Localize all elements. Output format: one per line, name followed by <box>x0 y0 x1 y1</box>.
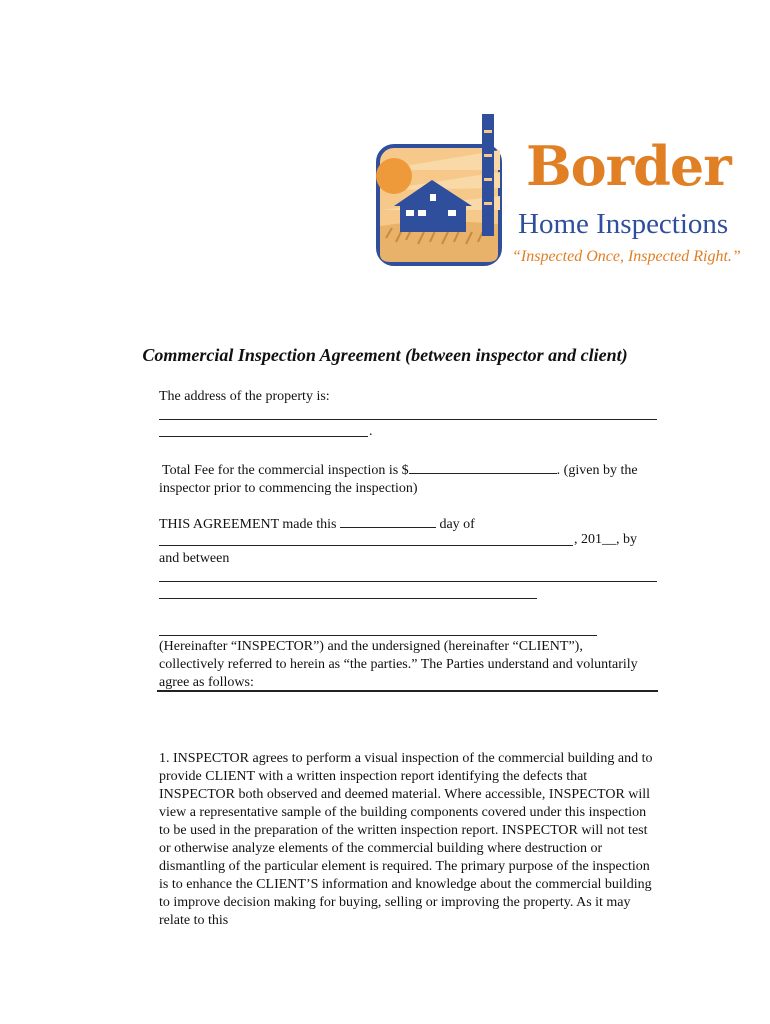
inspector-line-1[interactable] <box>159 581 657 582</box>
fee-paragraph <box>159 460 659 498</box>
parties-paragraph: (Hereinafter “INSPECTOR”) and the undersigned (hereinafter “CLIENT”), collectively referred to herein as “the parties.” The Parties understand and voluntarily agree as follows: <box>159 639 638 690</box>
brand-name: Border <box>526 134 731 198</box>
agreement-prefix: THIS AGREEMENT made this <box>159 517 337 532</box>
agreement-month-field[interactable] <box>159 545 573 546</box>
address-line-1[interactable] <box>159 419 657 420</box>
fee-amount-field[interactable] <box>409 460 557 474</box>
agreement-day-field[interactable] <box>340 514 436 528</box>
and-between-label: and between <box>159 551 230 566</box>
address-label: The address of the property is: <box>159 389 330 404</box>
clause-1: 1. INSPECTOR agrees to perform a visual inspection of the commercial building and to provide CLIENT with a written inspection report identifying the defects that INSPECTOR both observed and deemed material. Where accessible, INSPECTOR will view a representative sample of the building components covered under this inspection to be used in the preparation of the written inspection report. INSPECTOR will not test or otherwise analyze elements of the commercial building where destruction or dismantling of the particular element is required. The primary purpose of the inspection is to enhance the CLIENT’S information and knowledge about the commercial building to improve decision making for buying, selling or improving the property. As it may relate to this <box>159 751 653 928</box>
company-logo <box>372 110 757 280</box>
fee-prefix: Total Fee for the commercial inspection is $ <box>162 463 409 478</box>
fee-suffix: . (given by the inspector prior to commencing the inspection) <box>159 463 638 496</box>
brand-subtitle: Home Inspections <box>518 208 729 240</box>
house-sun-logo-icon <box>372 110 522 280</box>
inspector-line-3[interactable] <box>159 635 597 636</box>
agreement-day-of: day of <box>439 517 475 532</box>
address-line-2[interactable] <box>159 436 368 437</box>
section-divider <box>157 690 658 692</box>
agreement-year: , 201__, by <box>574 532 637 547</box>
inspector-line-2[interactable] <box>159 598 537 599</box>
document-title: Commercial Inspection Agreement (between inspector and client) <box>142 345 628 365</box>
agreement-date-line <box>159 514 664 534</box>
address-period: . <box>369 424 373 439</box>
brand-tagline: “Inspected Once, Inspected Right.” <box>512 248 741 265</box>
